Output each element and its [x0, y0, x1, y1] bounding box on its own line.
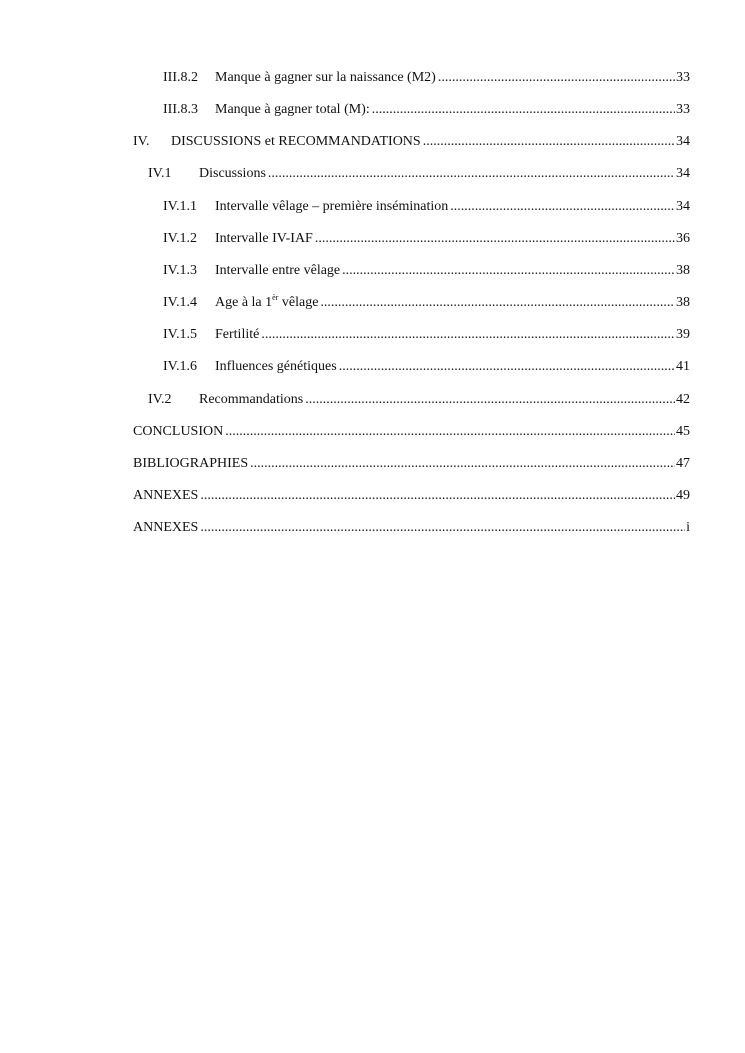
- toc-entry-title: Intervalle entre vêlage: [215, 263, 341, 278]
- toc-entry[interactable]: [0, 164, 690, 184]
- toc-entry-title: ANNEXES: [133, 520, 199, 535]
- toc-entry-page: 33: [676, 70, 690, 85]
- toc-entry-page: 38: [676, 263, 690, 278]
- toc-entry[interactable]: [0, 100, 690, 120]
- toc-entry-page: 33: [676, 102, 690, 117]
- toc-entry-title: Manque à gagner sur la naissance (M2): [215, 70, 436, 85]
- toc-dot-leader: [305, 390, 675, 410]
- toc-entry-title-text: Age à la 1: [215, 295, 273, 310]
- toc-entry-number: IV.1: [148, 166, 172, 181]
- toc-dot-leader: [339, 357, 675, 377]
- toc-dot-leader: [268, 164, 675, 184]
- toc-entry[interactable]: [0, 390, 690, 410]
- toc-entry-page: 41: [676, 359, 690, 374]
- toc-entry-title: Manque à gagner total (M):: [215, 102, 370, 117]
- toc-dot-leader: [315, 229, 675, 249]
- toc-entry-title: Recommandations: [199, 392, 304, 407]
- toc-entry-page: i: [686, 520, 690, 535]
- toc-dot-leader: [225, 422, 675, 442]
- toc-entry-page: 45: [676, 424, 690, 439]
- toc-entry-title: Influences génétiques: [215, 359, 337, 374]
- toc-dot-leader: [423, 132, 675, 152]
- toc-dot-leader: [342, 261, 675, 281]
- toc-entry-title: Fertilité: [215, 327, 260, 342]
- toc-entry[interactable]: [0, 486, 690, 506]
- toc-entry-number: IV.1.1: [163, 199, 197, 214]
- toc-entry-number: IV.2: [148, 392, 172, 407]
- toc-dot-leader: [372, 100, 675, 120]
- toc-entry-page: 34: [676, 199, 690, 214]
- toc-entry[interactable]: [0, 261, 690, 281]
- toc-entry-title: [215, 293, 318, 313]
- toc-entry-page: 42: [676, 392, 690, 407]
- toc-dot-leader: [250, 454, 675, 474]
- toc-entry[interactable]: [0, 518, 690, 538]
- toc-entry-page: 34: [676, 134, 690, 149]
- toc-entry-number: IV.1.2: [163, 231, 197, 246]
- toc-entry-page: 39: [676, 327, 690, 342]
- toc-entry-number: III.8.3: [163, 102, 198, 117]
- toc-entry-page: 49: [676, 488, 690, 503]
- toc-entry-page: 36: [676, 231, 690, 246]
- toc-entry-page: 38: [676, 295, 690, 310]
- toc-entry-title: BIBLIOGRAPHIES: [133, 456, 249, 471]
- toc-entry-number: IV.1.6: [163, 359, 197, 374]
- superscript-ordinal: èr: [272, 293, 279, 302]
- toc-dot-leader: [438, 68, 675, 88]
- toc-entry[interactable]: [0, 229, 690, 249]
- toc-entry[interactable]: [0, 422, 690, 442]
- toc-entry-number: IV.1.5: [163, 327, 197, 342]
- toc-entry-title: ANNEXES: [133, 488, 199, 503]
- toc-entry-title: DISCUSSIONS et RECOMMANDATIONS: [171, 134, 421, 149]
- toc-entry-title: Intervalle IV-IAF: [215, 231, 313, 246]
- toc-dot-leader: [450, 197, 675, 217]
- toc-dot-leader: [261, 325, 675, 345]
- toc-entry-number: IV.1.4: [163, 295, 197, 310]
- toc-entry[interactable]: [0, 132, 690, 152]
- toc-entry[interactable]: [0, 325, 690, 345]
- toc-entry-number: IV.1.3: [163, 263, 197, 278]
- toc-dot-leader: [320, 293, 675, 313]
- toc-dot-leader: [200, 486, 675, 506]
- toc-entry[interactable]: [0, 197, 690, 217]
- toc-entry-number: III.8.2: [163, 70, 198, 85]
- toc-entry[interactable]: [0, 357, 690, 377]
- toc-entry[interactable]: [0, 293, 690, 313]
- toc-entry-title-text: vêlage: [278, 295, 319, 310]
- toc-entry-page: 34: [676, 166, 690, 181]
- toc-entry-number: IV.: [133, 134, 150, 149]
- toc-entry-title: Discussions: [199, 166, 266, 181]
- toc-entry-title: Intervalle vêlage – première insémination: [215, 199, 449, 214]
- toc-entry-title: CONCLUSION: [133, 424, 224, 439]
- toc-dot-leader: [200, 518, 685, 538]
- toc-entry-page: 47: [676, 456, 690, 471]
- toc-entry[interactable]: [0, 68, 690, 88]
- toc-entry[interactable]: [0, 454, 690, 474]
